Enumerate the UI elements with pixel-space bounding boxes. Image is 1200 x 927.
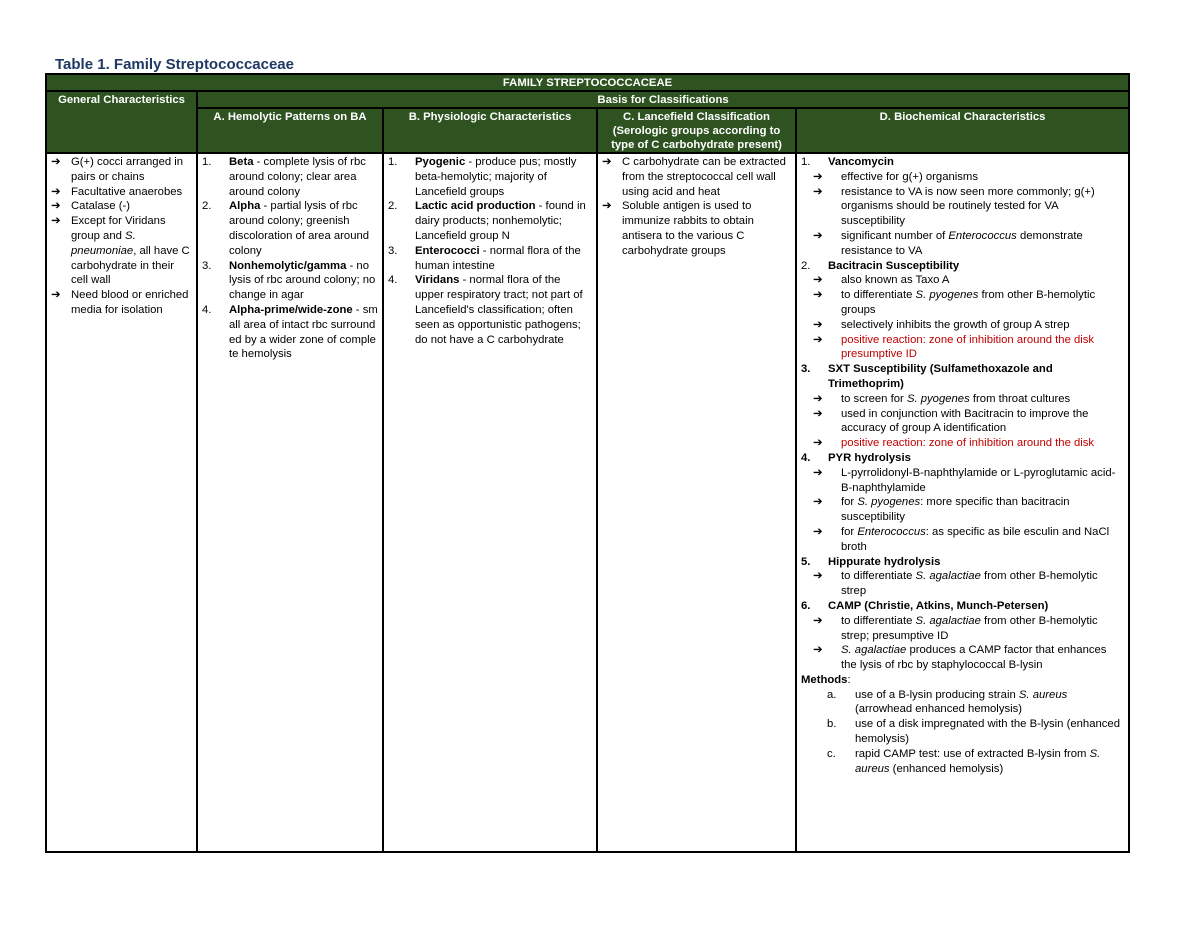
list-item: ➔ Except for Viridans group and S. pneumoniae, all have C carbohydrate in their cell wall [51, 215, 190, 287]
list-item: 1. Beta - complete lysis of rbc around colony; clear area around colony [202, 156, 366, 198]
arrow-icon: ➔ [813, 407, 823, 420]
list-item: ➔ Catalase (-) [51, 200, 131, 213]
arrow-icon: ➔ [602, 156, 612, 168]
list-item: a. use of a B-lysin producing strain S. aureus (arrowhead enhanced hemolysis) [827, 688, 1068, 716]
test-camp: 6. CAMP (Christie, Atkins, Munch-Petersen) [801, 599, 1049, 612]
list-item: 2. Alpha - partial lysis of rbc around colony; greenish discoloration of area around colony [202, 200, 370, 257]
arrow-icon: ➔ [813, 525, 823, 538]
methods-heading: Methods: [801, 673, 851, 686]
hemolytic-cell [197, 153, 383, 852]
list-item: ➔ to differentiate S. agalactiae from other B-hemolytic strep; presumptive ID [813, 614, 1098, 642]
test-hippurate: 5. Hippurate hydrolysis [801, 555, 941, 568]
arrow-icon: ➔ [813, 437, 823, 450]
basis-header: Basis for Classifications [197, 91, 1129, 108]
test-vancomycin: 1. Vancomycin [801, 156, 894, 168]
list-item: ➔ effective for g(+) organisms [813, 170, 978, 183]
list-item: ➔ selectively inhibits the growth of group A strep [813, 318, 1070, 331]
arrow-icon: ➔ [602, 200, 612, 213]
list-item: ➔ to differentiate S. agalactiae from other B-hemolytic strep [813, 570, 1098, 598]
arrow-icon: ➔ [813, 289, 823, 302]
physiologic-cell [383, 153, 597, 852]
list-item: 4. Alpha-prime/wide-zone - small area of intact rbc surrounded by a wider zone of complete hemolysis [202, 303, 378, 361]
list-item: ➔ used in conjunction with Bacitracin to improve the accuracy of group A identification [813, 407, 1089, 435]
arrow-icon: ➔ [813, 185, 823, 198]
test-sxt: 3. SXT Susceptibility (Sulfamethoxazole and Trimethoprim) [801, 363, 1053, 390]
test-bacitracin: 2. Bacitracin Susceptibility [801, 259, 960, 272]
list-item: ➔ G(+) cocci arranged in pairs or chains [51, 156, 184, 183]
list-item: ➔ positive reaction: zone of inhibition around the disk presumptive ID [813, 333, 1095, 361]
list-item: ➔ to screen for S. pyogenes from throat cultures [813, 392, 1071, 405]
list-item: ➔ Soluble antigen is used to immunize rabbits to obtain antisera to the various C carbohydrate groups [602, 200, 754, 257]
list-item: b. use of a disk impregnated with the B-lysin (enhanced hemolysis) [827, 718, 1120, 746]
biochemical-cell [796, 153, 1129, 852]
list-item: 3. Nonhemolytic/gamma - no lysis of rbc around colony; no change in agar [202, 259, 376, 302]
list-item: ➔ L-pyrrolidonyl-B-naphthylamide or L-pyroglutamic acid-B-naphthylamide [813, 466, 1116, 494]
arrow-icon: ➔ [813, 274, 823, 287]
family-header: FAMILY STREPTOCOCCACEAE [46, 74, 1129, 91]
arrow-icon: ➔ [51, 156, 61, 168]
list-item: ➔ for S. pyogenes: more specific than bacitracin susceptibility [813, 496, 1070, 524]
arrow-icon: ➔ [813, 496, 823, 509]
list-item: ➔ to differentiate S. pyogenes from other B-hemolytic groups [813, 289, 1096, 316]
list-item: ➔ significant number of Enterococcus demonstrate resistance to VA [813, 229, 1083, 257]
lancefield-cell [597, 153, 796, 852]
arrow-icon: ➔ [813, 170, 823, 183]
test-pyr: 4. PYR hydrolysis [801, 451, 911, 464]
list-item: 4. Viridans - normal flora of the upper respiratory tract; not part of Lancefield's classification; often seen as opportunistic pathogens; do not have a C carbohydrate [388, 274, 583, 346]
list-item: ➔ Facultative anaerobes [51, 185, 183, 198]
list-item: ➔ S. agalactiae produces a CAMP factor that enhances the lysis of rbc by staphylococcal B-lysin [813, 644, 1107, 672]
arrow-icon: ➔ [51, 185, 61, 198]
list-item: ➔ C carbohydrate can be extracted from the streptococcal cell wall using acid and heat [602, 156, 786, 198]
arrow-icon: ➔ [51, 200, 61, 213]
arrow-icon: ➔ [813, 614, 823, 627]
arrow-icon: ➔ [813, 229, 823, 242]
list-item: 2. Lactic acid production - found in dairy products; nonhemolytic; Lancefield group N [388, 200, 586, 242]
arrow-icon: ➔ [813, 644, 823, 657]
col-a-header: A. Hemolytic Patterns on BA [197, 108, 383, 153]
list-item: ➔ also known as Taxo A [813, 274, 950, 287]
list-item: ➔ positive reaction: zone of inhibition around the disk [813, 437, 1095, 450]
arrow-icon: ➔ [813, 466, 823, 479]
col-b-header: B. Physiologic Characteristics [383, 108, 597, 153]
arrow-icon: ➔ [51, 215, 61, 228]
general-cell [46, 153, 197, 852]
list-item: 3. Enterococci - normal flora of the human intestine [388, 244, 581, 272]
list-item: ➔ Need blood or enriched media for isolation [51, 289, 189, 316]
arrow-icon: ➔ [813, 570, 823, 583]
arrow-icon: ➔ [813, 392, 823, 405]
streptococcaceae-table [45, 73, 1130, 853]
table-title: Table 1. Family Streptococcaceae [55, 56, 294, 73]
arrow-icon: ➔ [813, 333, 823, 346]
arrow-icon: ➔ [51, 289, 61, 302]
arrow-icon: ➔ [813, 318, 823, 331]
list-item: ➔ resistance to VA is now seen more commonly; g(+) organisms should be routinely tested for VA susceptibility [813, 185, 1095, 228]
general-header: General Characteristics [46, 91, 197, 153]
list-item: 1. Pyogenic - produce pus; mostly beta-hemolytic; majority of Lancefield groups [388, 156, 577, 198]
col-d-header: D. Biochemical Characteristics [796, 108, 1129, 153]
list-item: c. rapid CAMP test: use of extracted B-lysin from S. aureus (enhanced hemolysis) [827, 747, 1101, 775]
list-item: ➔ for Enterococcus: as specific as bile esculin and NaCl broth [813, 525, 1110, 553]
col-c-header: C. Lancefield Classification (Serologic groups according to type of C carbohydrate present) [597, 108, 796, 153]
